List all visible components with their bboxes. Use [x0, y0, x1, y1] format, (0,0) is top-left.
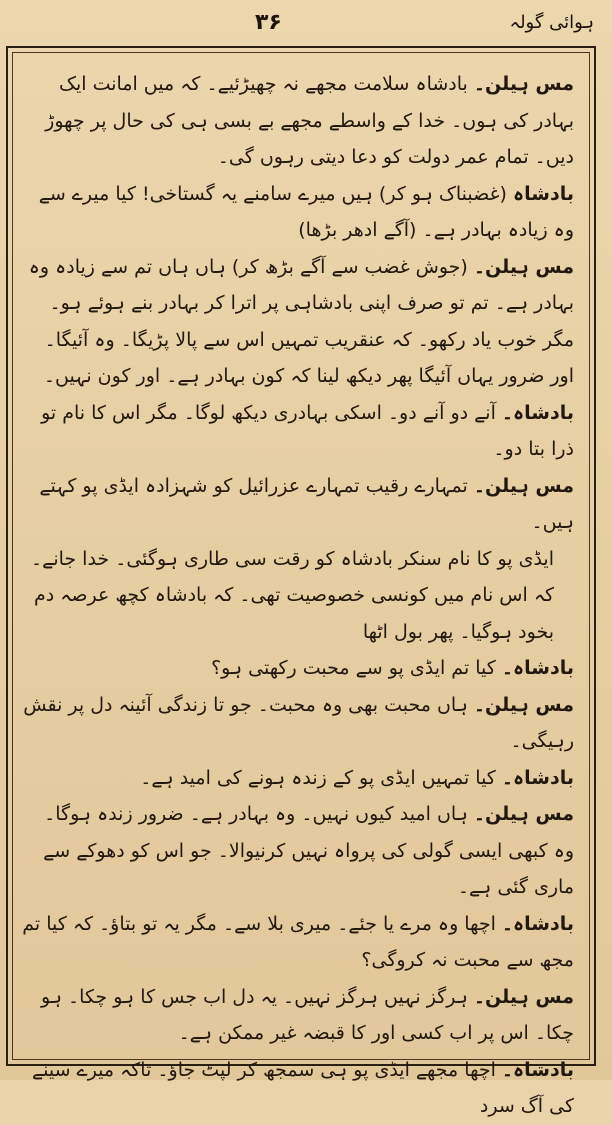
- speaker-name: بادشاہ۔: [501, 766, 574, 789]
- speaker-name: بادشاہ: [513, 182, 574, 205]
- paragraph-text: (جوش غضب سے آگے بڑھ کر) ہاں ہاں تم سے زیادہ وہ بہادر ہے۔ تم تو صرف اپنی بادشاہی پر اترا کر بہادر بنے ہوئے ہو۔ مگر خوب یاد رکھو۔ کہ عنقریب تمہیں اس سے پالا پڑیگا۔ وہ آئیگا۔ اور ضرور یہاں آئیگا پھر دیکھ لینا کہ کون بہادر ہے۔ اور کون نہیں۔: [28, 255, 574, 387]
- paragraph-text: (غضبناک ہو کر) ہیں میرے سامنے یہ گستاخی! کیا میرے سے وہ زیادہ بہادر ہے۔ (آگے ادھر بڑھا): [38, 182, 574, 241]
- narration-paragraph: [22, 541, 574, 651]
- speaker-name: مس ہیلن۔: [473, 985, 574, 1008]
- paragraph: [22, 979, 574, 1052]
- speaker-name: مس ہیلن۔: [473, 693, 574, 716]
- paragraph-text: اچھا وہ مرے یا جئے۔ میری بلا سے۔ مگر یہ تو بتاؤ۔ کہ کیا تم مجھ سے محبت نہ کروگی؟: [22, 912, 574, 971]
- paragraph-text: تمہارے رقیب تمہارے عزرائیل کو شہزادہ ایڈی پو کہتے ہیں۔: [39, 474, 574, 533]
- paragraph-text: ایڈی پو کا نام سنکر بادشاہ کو رقت سی طاری ہوگئی۔ خدا جانے۔ کہ اس نام میں کونسی خصوصیت تھی۔ کہ بادشاہ کچھ عرصہ دم بخود ہوگیا۔ پھر بول اٹھا: [31, 547, 554, 643]
- paragraph: [22, 687, 574, 760]
- paragraph: [22, 395, 574, 468]
- paragraph-text: اچھا مجھے ایڈی پو ہی سمجھ کر لپٹ جاؤ۔ تاکہ میرے سینے کی آگ سرد: [32, 1058, 574, 1117]
- paragraph: [22, 249, 574, 395]
- paragraph-text: کیا تم ایڈی پو سے محبت رکھتی ہو؟: [211, 657, 502, 679]
- dialogue-text: [22, 66, 574, 1117]
- paragraph-text: ہاں امید کیوں نہیں۔ وہ بہادر ہے۔ ضرور زندہ ہوگا۔ وہ کبھی ایسی گولی کی پرواہ نہیں کرنیوالا۔ جو اس کو دھوکے سے ماری گئی ہے۔: [43, 803, 574, 898]
- paragraph: [22, 906, 574, 979]
- paragraph: [22, 468, 574, 541]
- speaker-name: مس ہیلن۔: [473, 73, 574, 95]
- paragraph: [22, 66, 574, 176]
- speaker-name: مس ہیلن۔: [473, 803, 574, 825]
- running-title: ہوائی گولہ: [509, 12, 594, 33]
- paragraph: [22, 760, 574, 797]
- speaker-name: بادشاہ۔: [501, 1058, 574, 1081]
- paragraph-text: بادشاہ سلامت مجھے نہ چھیڑئیے۔ کہ میں امانت ایک بہادر کی ہوں۔ خدا کے واسطے مجھے بے بسی ہی کی حال پر چھوڑ دیں۔ تمام عمر دولت کو دعا دیتی رہوں گی۔: [45, 73, 574, 168]
- paragraph: [22, 1052, 574, 1125]
- paragraph-text: کیا تمہیں ایڈی پو کے زندہ ہونے کی امید ہے۔: [140, 766, 502, 789]
- speaker-name: مس ہیلن۔: [473, 474, 574, 497]
- running-head: [0, 0, 612, 46]
- speaker-name: بادشاہ۔: [501, 401, 574, 424]
- paragraph-text: ہاں محبت بھی وہ محبت۔ جو تا زندگی آئینہ دل پر نقش رہیگی۔: [23, 693, 574, 752]
- speaker-name: بادشاہ۔: [501, 657, 574, 679]
- paragraph: [22, 796, 574, 906]
- paragraph: [22, 176, 574, 249]
- speaker-name: بادشاہ۔: [501, 912, 574, 935]
- speaker-name: مس ہیلن۔: [473, 255, 574, 278]
- paragraph-text: آنے دو آنے دو۔ اسکی بہادری دیکھ لوگا۔ مگر اس کا نام تو ذرا بتا دو۔: [41, 401, 574, 460]
- page-number: ۳۶: [255, 10, 282, 35]
- paragraph: [22, 650, 574, 687]
- paragraph-text: ہرگز نہیں ہرگز نہیں۔ یہ دل اب جس کا ہو چکا۔ ہو چکا۔ اس پر اب کسی اور کا قبضہ غیر ممکن ہے۔: [41, 985, 574, 1044]
